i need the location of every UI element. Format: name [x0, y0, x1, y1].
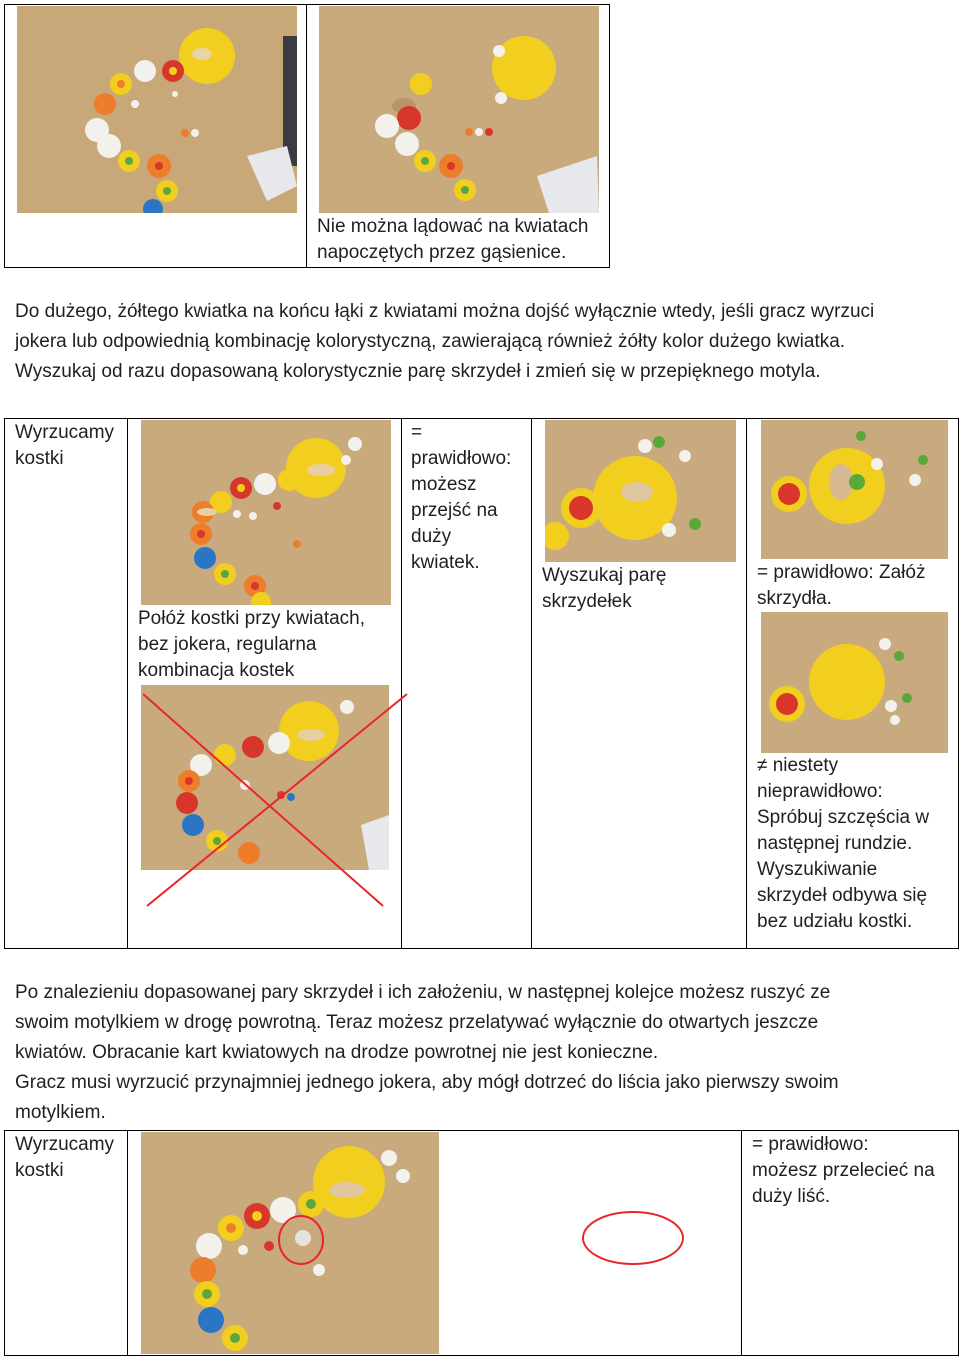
cell-line: skrzydełek — [542, 591, 632, 612]
cell-line: = prawidłowo: Załóż — [757, 562, 926, 583]
cell-throw-dice — [15, 420, 114, 472]
caption-no-landing — [317, 214, 588, 266]
table-border — [4, 1130, 959, 1131]
cell-line: Wyszukaj parę — [542, 565, 667, 586]
cell-line: następnej rundzie. — [757, 833, 913, 854]
table-border — [4, 1130, 5, 1356]
paragraph-line: Do dużego, żółtego kwiatka na końcu łąki z kwiatami można dojść wyłącznie wtedy, jeśli gracz wyrzuci — [15, 301, 875, 322]
table-border — [746, 418, 747, 949]
paragraph-line: swoim motylkiem w drogę powrotną. Teraz możesz przelatywać wyłącznie do otwartych jeszcze — [15, 1012, 819, 1033]
cell-line: kostki — [15, 1160, 64, 1181]
cell-line: ≠ niestety — [757, 755, 839, 776]
board-photo-start — [17, 6, 297, 213]
caption-place-dice — [138, 606, 365, 684]
cell-line: kwiatek. — [411, 552, 480, 573]
cell-line: duży — [411, 526, 452, 547]
table-border — [4, 948, 959, 949]
cell-line: Wyrzucamy — [15, 1134, 115, 1155]
board-photo-wings-wrong — [761, 612, 948, 753]
paragraph-return-flight — [15, 978, 945, 1128]
table-border — [4, 418, 5, 949]
cell-correct-move — [411, 420, 511, 576]
table-border — [306, 4, 307, 268]
caption-line: bez jokera, regularna — [138, 634, 317, 655]
cross-out-mark — [141, 690, 411, 910]
paragraph-line: Gracz musi wyrzucić przynajmniej jednego jokera, aby mógł dotrzeć do liścia jako pierwszy swoim — [15, 1072, 839, 1093]
board-photo-wings-on — [761, 420, 948, 559]
cell-line: Wyrzucamy — [15, 422, 115, 443]
table-border — [741, 1130, 742, 1356]
table-border — [4, 1355, 959, 1356]
caption-line: napoczętych przez gąsienice. — [317, 242, 567, 263]
cell-throw-dice-2 — [15, 1132, 114, 1184]
cell-wings-wrong — [757, 753, 929, 935]
cell-line: = prawidłowo: — [752, 1134, 869, 1155]
cell-line: Wyszukiwanie — [757, 859, 878, 880]
cell-line: przejść na — [411, 500, 498, 521]
table-border — [4, 267, 610, 268]
cell-line: Spróbuj szczęścia w — [757, 807, 930, 828]
caption-line: kombinacja kostek — [138, 660, 295, 681]
paragraph-big-flower — [15, 297, 945, 387]
table-border — [531, 418, 532, 949]
cell-fly-to-leaf — [752, 1132, 935, 1210]
table-border — [958, 418, 959, 949]
paragraph-line: Wyszukaj od razu dopasowaną kolorystycznie parę skrzydeł i zmień się w przepięknego motyla. — [15, 361, 821, 382]
paragraph-line: Po znalezieniu dopasowanej pary skrzydeł i ich założeniu, w następnej kolejce możesz ruszyć ze — [15, 982, 831, 1003]
cell-line: nieprawidłowo: — [757, 781, 883, 802]
table-border — [609, 4, 610, 268]
cell-line: skrzydeł odbywa się — [757, 885, 928, 906]
table-border — [4, 4, 610, 5]
cell-line: kostki — [15, 448, 64, 469]
caption-line: Nie można lądować na kwiatach — [317, 216, 589, 237]
cell-line: możesz — [411, 474, 477, 495]
cell-line: skrzydła. — [757, 588, 832, 609]
board-photo-big-flower — [545, 420, 736, 562]
paragraph-line: kwiatów. Obracanie kart kwiatowych na drodze powrotnej nie jest konieczne. — [15, 1042, 659, 1063]
table-border — [958, 1130, 959, 1356]
table-border — [127, 418, 128, 949]
cell-line: bez udziału kostki. — [757, 911, 913, 932]
cell-line: duży liść. — [752, 1186, 831, 1207]
cell-wings-correct — [757, 560, 925, 612]
caption-line: Połóż kostki przy kwiatach, — [138, 608, 366, 629]
cell-line: możesz przelecieć na — [752, 1160, 935, 1181]
cell-line: prawidłowo: — [411, 448, 512, 469]
highlight-ellipse-empty — [580, 1208, 686, 1268]
cell-find-wings — [542, 563, 666, 615]
table-border — [4, 4, 5, 268]
board-photo-dice-placed — [141, 420, 391, 605]
paragraph-line: jokera lub odpowiednią kombinację kolorystyczną, zawierającą również żółty kolor dużego kwiatka. — [15, 331, 846, 352]
paragraph-line: motylkiem. — [15, 1102, 106, 1123]
board-photo-return — [141, 1132, 439, 1354]
table-border — [127, 1130, 128, 1356]
board-photo-caterpillar — [319, 6, 599, 213]
table-border — [4, 418, 959, 419]
cell-line: = — [411, 422, 423, 443]
